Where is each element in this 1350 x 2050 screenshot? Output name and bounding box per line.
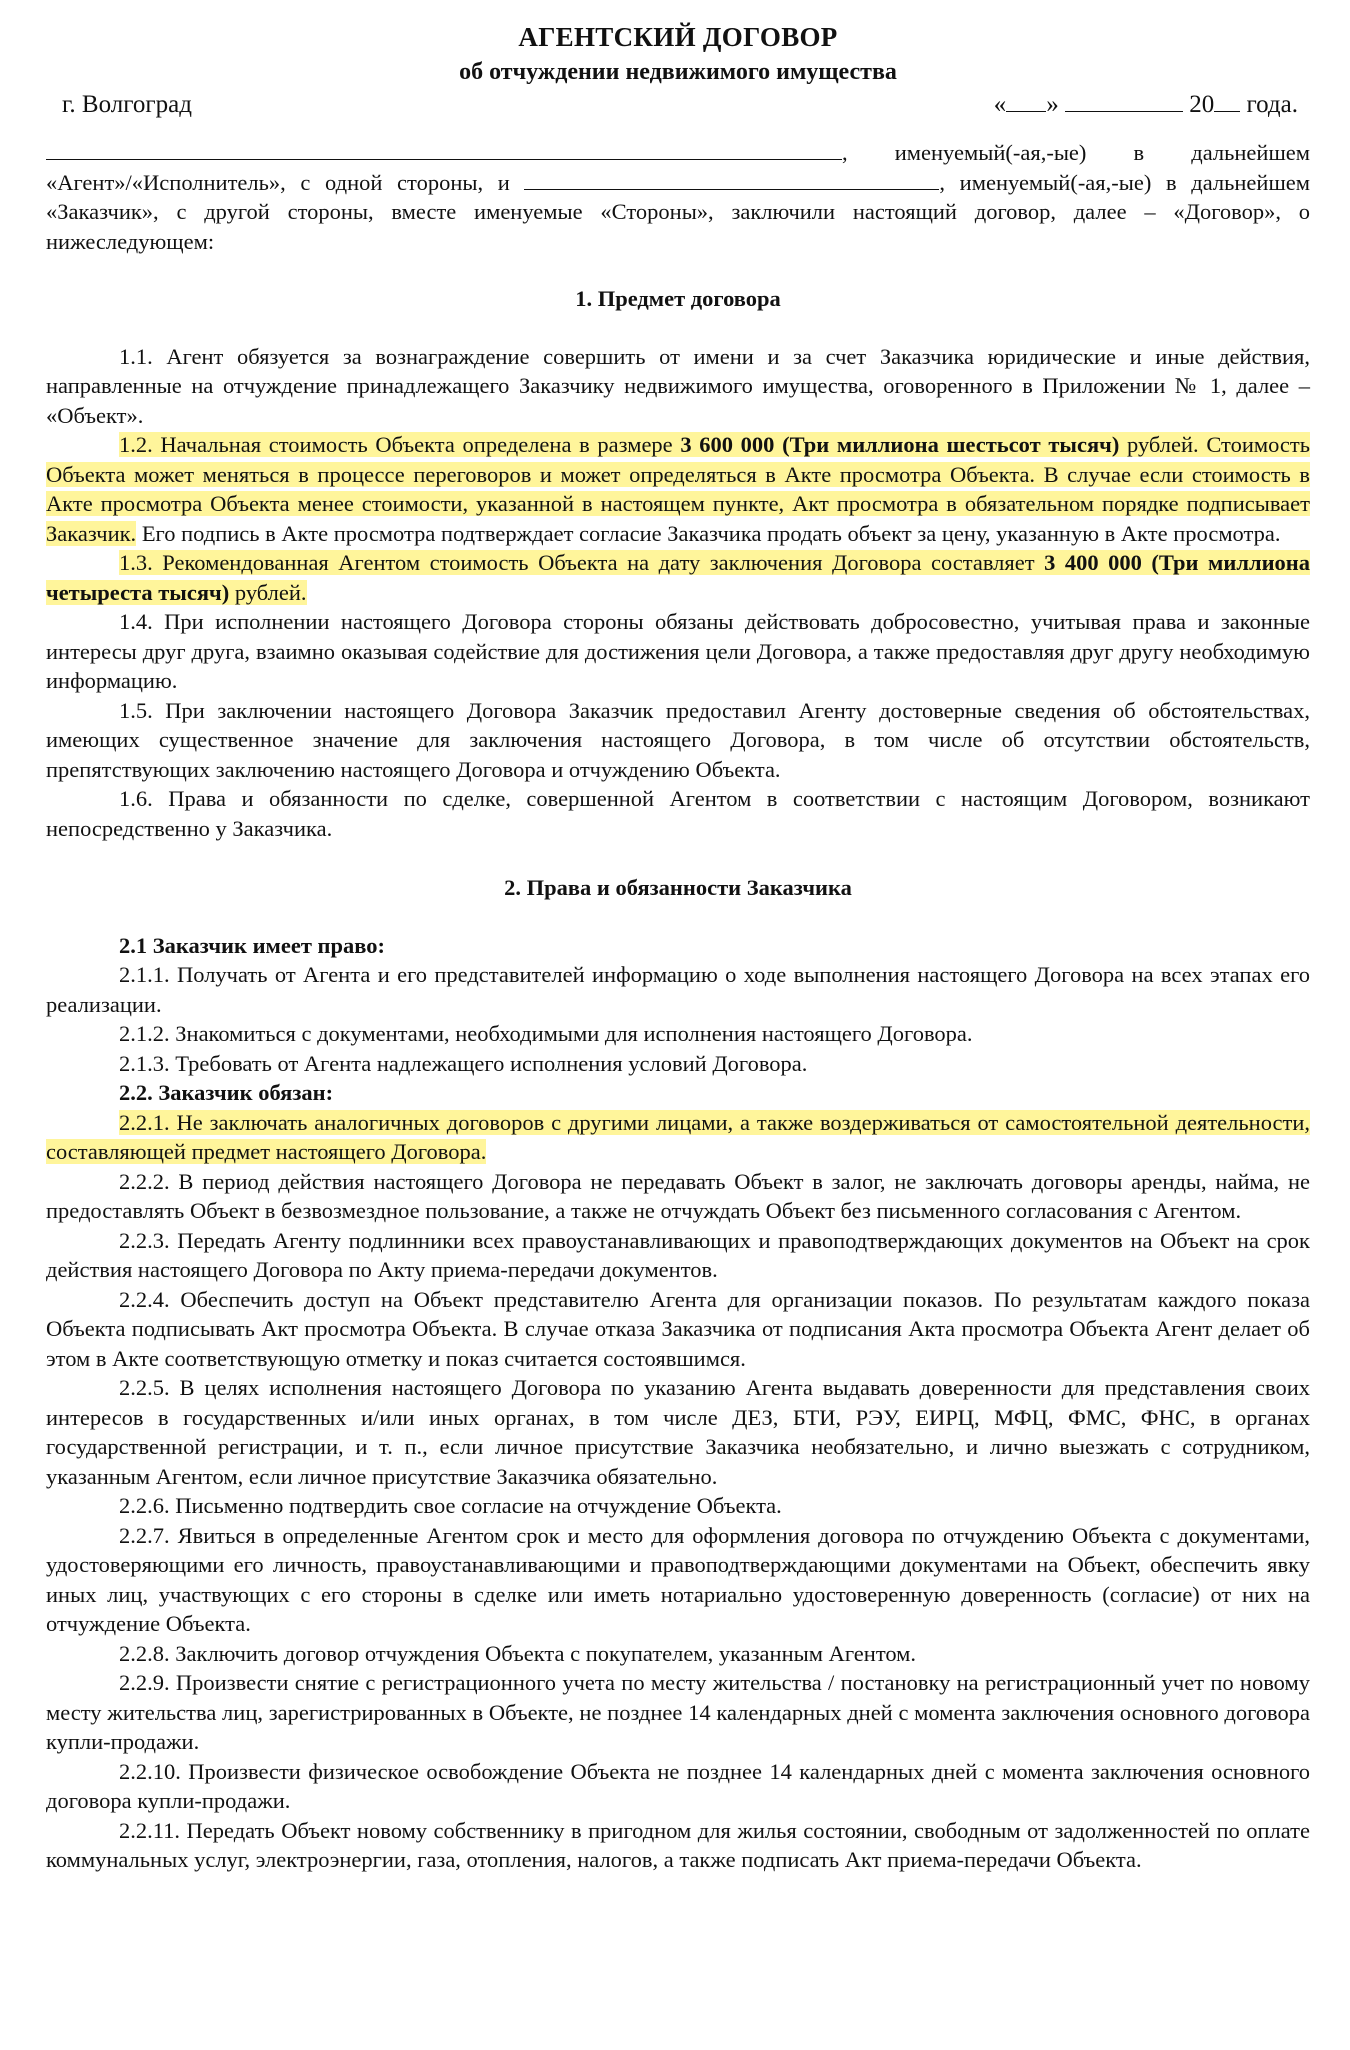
clause-2-1-3: 2.1.3. Требовать от Агента надлежащего исполнения условий Договора. [119,1050,808,1076]
year-prefix: 20 [1189,91,1215,118]
clause-1-5: 1.5. При заключении настоящего Договора Заказчик предоставил Агенту достоверные сведения об обстоятельствах, имеющих существенное значение для заключения настоящего Договора, в том числе об отсутствии обстоятельств, препятствующих заключению настоящего Договора и отчуждению Объекта. [46,697,1310,782]
year-blank [1214,90,1240,112]
clause-1-4: 1.4. При исполнении настоящего Договора стороны обязаны действовать добросовестно, учитывая права и законные интересы друг друга, взаимно оказывая содействие для достижения цели Договора, а также предоставляя друг другу необходимую информацию. [46,609,1310,693]
clause-2-2-2: 2.2.2. В период действия настоящего Договора не передавать Объект в залог, не заключать договоры аренды, найма, не предоставлять Объект в безвозмездное пользование, а также не отчуждать Объект без письменного согласования с Агентом. [46,1168,1310,1223]
clause-1-2-tail: Его подпись в Акте просмотра подтверждает согласие Заказчика продать объект за цену, указанную в Акте просмотра. [136,520,1281,546]
clause-1-2 [46,430,1310,548]
date-open-quote: « [993,91,1007,118]
clause-2-2-5: 2.2.5. В целях исполнения настоящего Договора по указанию Агента выдавать доверенности для представления своих интересов в государственных и/или иных органах, в том числе ДЕЗ, БТИ, РЭУ, ЕИРЦ, МФЦ, ФМС, ФНС, в органах государственной регистрации, и т. п., если личное присутствие Заказчика необязательно, и лично выезжать с сотрудником, указанным Агентом, если личное присутствие Заказчика обязательно. [46,1375,1310,1489]
clause-2-2-11: 2.2.11. Передать Объект новому собственнику в пригодном для жилья состоянии, свободным от задолженностей по оплате коммунальных услуг, электроэнергии, газа, отопления, налогов, а также подписать Акт приема-передачи Объекта. [46,1817,1310,1872]
intro-text-part2: , именуемый(-ая,-ые) в дальнейшем «Заказчик», с другой стороны, вместе именуемые «Стороны», заключили настоящий договор, далее – «Договор», о нижеследующем: [46,169,1310,254]
recommended-price: 3 400 000 (Три миллиона четыреста тысяч) [46,550,1311,605]
clause-2-2-1 [46,1108,1310,1167]
clause-2-2-10: 2.2.10. Произвести физическое освобождение Объекта не позднее 14 календарных дней с момента заключения основного договора купли-продажи. [46,1758,1310,1813]
contract-date [994,90,1298,120]
clause-1-2-text: 1.2. Начальная стоимость Объекта определена в размере [119,432,681,457]
document-title: АГЕНТСКИЙ ДОГОВОР [518,22,838,52]
clause-1-3 [46,548,1310,607]
intro-text-part1: , именуемый(-ая,-ые) в дальнейшем «Агент»/«Исполнитель», с одной стороны, и [46,140,1310,195]
clause-1-2-text-cont: рублей. Стоимость Объекта может меняться в процессе переговоров и может определяться в Акте просмотра Объекта. В случае если стоимость в Акте просмотра Объекта менее стоимости, указанной в настоящем пункте, Акт просмотра в обязательном порядке подписывает Заказчик. [46,432,1311,546]
section1-heading: 1. Предмет договора [575,286,781,311]
initial-price: 3 600 000 (Три миллиона шестьсот тысяч) [680,432,1120,457]
customer-name-blank [524,169,939,190]
city-date-line [46,90,1310,120]
document-subtitle: об отчуждении недвижимого имущества [459,59,897,85]
clause-2-2-3: 2.2.3. Передать Агенту подлинники всех правоустанавливающих и правоподтверждающих документов на Объект на срок действия настоящего Договора по Акту приема-передачи документов. [46,1227,1310,1282]
clause-1-3-text: 1.3. Рекомендованная Агентом стоимость Объекта на дату заключения Договора составляет [119,550,1045,575]
highlight: 2.2.1. Не заключать аналогичных договоров с другими лицами, а также воздерживаться от самостоятельной деятельности, составляющей предмет настоящего Договора. [46,1109,1310,1164]
clause-2-1-2: 2.1.2. Знакомиться с документами, необходимыми для исполнения настоящего Договора. [119,1021,973,1046]
intro-paragraph [46,138,1310,256]
month-blank [1065,90,1183,112]
subsection-2-2: 2.2. Заказчик обязан: [119,1080,334,1105]
clause-1-6: 1.6. Права и обязанности по сделке, совершенной Агентом в соответствии с настоящим Договором, возникают непосредственно у Заказчика. [46,786,1310,841]
clause-2-2-8: 2.2.8. Заключить договор отчуждения Объекта с покупателем, указанным Агентом. [119,1640,917,1666]
clause-1-1: 1.1. Агент обязуется за вознаграждение совершить от имени и за счет Заказчика юридические и иные действия, направленные на отчуждение принадлежащего Заказчику недвижимого имущества, оговоренного в Приложении № 1, далее – «Объект». [46,343,1310,428]
clause-2-2-9: 2.2.9. Произвести снятие с регистрационного учета по месту жительства / постановку на регистрационный учет по новому месту жительства лиц, зарегистрированных в Объекте, не позднее 14 календарных дней с момента заключения основного договора купли-продажи. [46,1670,1310,1754]
date-close-quote: » [1046,91,1059,118]
day-blank [1006,90,1046,112]
city: г. Волгоград [62,91,192,118]
agent-name-blank [46,139,842,160]
clause-2-2-4: 2.2.4. Обеспечить доступ на Объект представителю Агента для организации показов. По результатам каждого показа Объекта подписывать Акт просмотра Объекта. В случае отказа Заказчика от подписания Акта просмотра Объекта Агент делает об этом в Акте соответствующую отметку и показ считается состоявшимся. [46,1286,1310,1371]
highlight [46,550,1310,605]
clause-2-2-6: 2.2.6. Письменно подтвердить свое согласие на отчуждение Объекта. [119,1493,782,1518]
clause-2-2-7: 2.2.7. Явиться в определенные Агентом срок и место для оформления договора по отчуждению Объекта с документами, удостоверяющими его личность, правоустанавливающими и правоподтверждающими документами на Объект, обеспечить явку иных лиц, участвующих с его стороны в сделке или иметь нотариально удостоверенную доверенность (согласие) от них на отчуждение Объекта. [46,1522,1310,1636]
clause-2-1-1: 2.1.1. Получать от Агента и его представителей информацию о ходе выполнения настоящего Договора на всех этапах его реализации. [46,962,1310,1017]
year-suffix: года. [1240,91,1298,118]
clause-1-3-tail: рублей. [229,579,307,605]
section2-heading: 2. Права и обязанности Заказчика [504,875,852,900]
subsection-2-1: 2.1 Заказчик имеет право: [119,932,385,958]
